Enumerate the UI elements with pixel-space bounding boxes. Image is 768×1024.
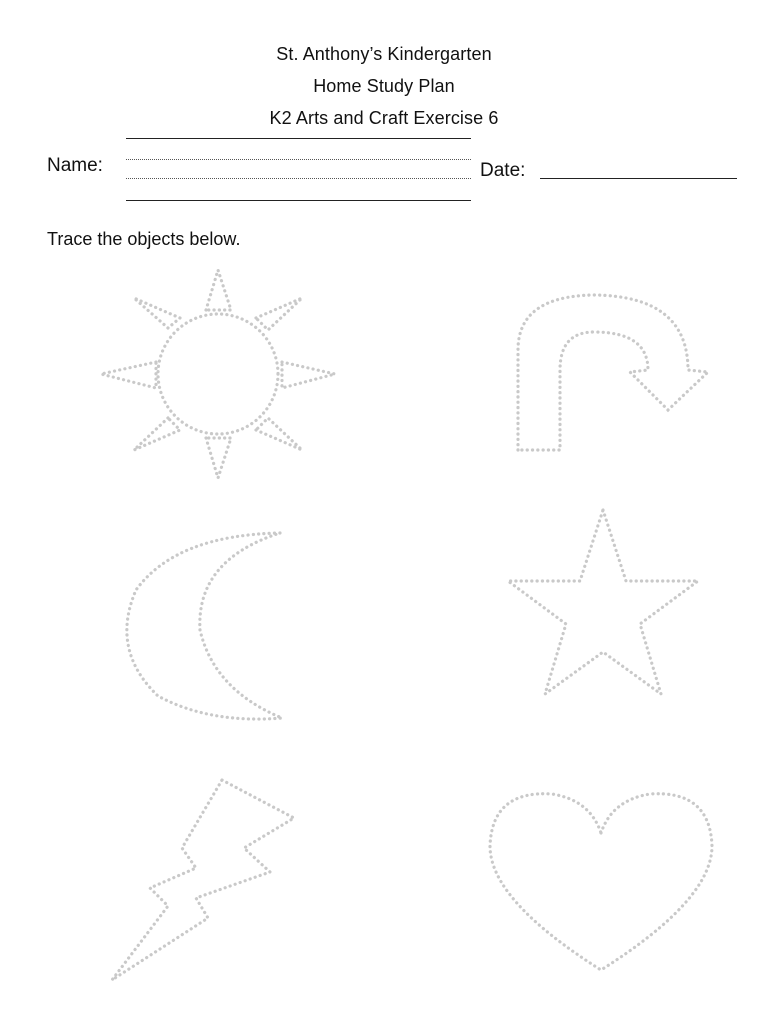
heart-trace-shape[interactable] [490,794,712,970]
exercise-title: K2 Arts and Craft Exercise 6 [269,108,499,128]
moon-trace-shape[interactable] [127,533,282,719]
arrow-trace-shape[interactable] [518,295,708,450]
star-trace-shape[interactable] [508,510,698,694]
sun-trace-shape[interactable] [101,270,335,478]
date-label: Date: [480,160,526,181]
name-label: Name: [47,155,103,176]
lightning-trace-shape[interactable] [112,780,294,980]
school-name: St. Anthony’s Kindergarten [276,44,492,64]
plan-title: Home Study Plan [313,76,455,96]
instruction-text: Trace the objects below. [47,229,241,249]
